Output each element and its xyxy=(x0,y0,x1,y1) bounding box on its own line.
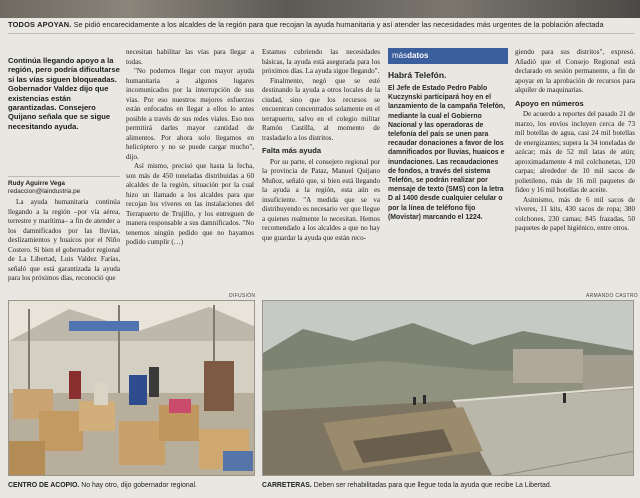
box-body: El Jefe de Estado Pedro Pablo Kuczynski participará hoy en el lanzamiento de la campaña Telefón, mediante la cual el Gobierno Nacional y las operadoras de telefonía del país se unen para recaudar donaciones a favor de los damnificados por lluvias, huaicos e inundaciones. Las recaudaciones de fondos, a través del sistema Telefón, se podrán realizar por mensaje de texto (SMS) con la letra D al 1400 desde cualquier celular o por la línea de teléfono fijo (Movistar) marcando el 1224. xyxy=(388,85,506,221)
top-caption-label: TODOS APOYAN. xyxy=(8,20,72,29)
col5-paragraph: giendo para sus distritos", expresó. Añadió que el Consejo Regional está declarado en sesión permanente, a fin de apoyar en la aprobación de recursos para alquiler de maquinarias. xyxy=(515,48,635,94)
col3-paragraph: Por su parte, el consejero regional por la provincia de Pataz, Manuel Quijano Muñoz, señaló que, si bien está llegando la ayuda a la región, esta aún es insuficiente. "A medida que se va distribuyendo es necesario ver que llegue a quienes realmente lo necesitan. Hemos recomendado a los alcaldes a que no hay que guardar la ayuda que están reco- xyxy=(262,157,380,242)
article-column-1 xyxy=(8,198,120,294)
col5-paragraph: De acuerdo a reportes del pasado 21 de marzo, los envíos incluyen cerca de 73 mil botellas de agua, casi 24 mil botellas de energizantes; supera la 34 toneladas de azúcar; más de 52 mil latas de atún; aproximadamente 4 mil colchonetas, 120 carpas; alrededor de 10 mil sacos de polietileno, más de 16 mil paquetes de fideo y 16 mil botellas de aceite. xyxy=(515,110,635,194)
article-column-3 xyxy=(262,48,380,293)
photo-warehouse xyxy=(8,300,255,476)
photo-damaged-road xyxy=(262,300,634,476)
warehouse-illustration xyxy=(9,301,255,476)
caption-road-label: CARRETERAS. xyxy=(262,482,312,489)
brand-strong: datos xyxy=(407,51,429,60)
caption-road xyxy=(262,481,634,490)
col2-paragraph: "No podemos llegar con mayor ayuda humanitaria a algunos lugares incomunicados por la interrupción de sus vías. Por eso nuestros mejores esfuerzos están enfocados en llegar a ellos lo antes posible a través de sus redes viales. Eso nos permitirá darles mayor cantidad de alimentos. Por ahora solo llegamos en helicóptero y no se puede cargar mucho", dijo. xyxy=(126,67,254,161)
caption-warehouse-label: CENTRO DE ACOPIO. xyxy=(8,482,80,489)
brand-prefix: más xyxy=(392,51,408,60)
caption-warehouse-text: No hay otro, dijo gobernador regional. xyxy=(81,482,197,489)
lead-rule xyxy=(8,176,120,177)
col2-paragraph: Así mismo, precisó que hasta la fecha, son más de 450 toneladas distribuidas a 60 alcaldes de la región, situación por la cual hizo un llamado a los alcaldes para que recojan los víveres en las instalaciones del Terrapuerto de Trujillo, y los entreguen de manera responsable a sus damnificados. "No tenemos ningún pedido que no hayamos podido cumplir (…) xyxy=(126,162,254,246)
mas-datos-label xyxy=(388,48,508,64)
article-column-2 xyxy=(126,48,254,293)
top-rule xyxy=(8,33,634,34)
top-caption xyxy=(8,20,634,30)
photo-credit-left: DIFUSIÓN xyxy=(229,293,256,299)
col2-paragraph: necesitan habilitar las vías para llegar a todas. xyxy=(126,48,254,66)
article-column-5 xyxy=(515,48,635,293)
mas-datos-box xyxy=(388,48,508,266)
box-headline: Habrá Telefón. xyxy=(388,70,447,80)
col3-subhead: Falta más ayuda xyxy=(262,146,322,155)
col5-paragraph: Asimismo, más de 6 mil sacos de víveres, 11 kits, 430 sacos de ropa; 380 colchones, 230 camas; 845 frazadas, 50 paquetes de papel higiénico, entre otros. xyxy=(515,195,635,232)
byline-email: redaccion@laindustria.pe xyxy=(8,188,81,195)
byline xyxy=(8,180,120,196)
col3-paragraph: Finalmente, negó que se esté destinando la ayuda a otros locales de la ciudad, sino que los recursos se encuentran concentrados solamente en el terrapuerto, salvo en el colegio militar Ramón Castilla, al momento de trasladarlo a los distritos. xyxy=(262,76,380,142)
byline-name: Rudy Aguirre Vega xyxy=(8,180,65,187)
col3-paragraph: Estamos cubriendo las necesidades básicas, la ayuda está asegurada para los próximos días. La ayuda sigue llegando". xyxy=(262,48,380,75)
col5-subhead: Apoyo en números xyxy=(515,98,584,108)
road-illustration xyxy=(263,301,634,476)
col1-paragraph: La ayuda humanitaria continúa llegando a la región –por vía aérea, terrestre y marítima– a fin de atender a los damnificados por las lluvias, deslizamientos y huaicos por el Niño Costero. Si bien el gobernador regional de La Libertad, Luis Valdez Farías, señaló que está garantizada la ayuda para los próximos días, reconoció que xyxy=(8,198,120,282)
top-caption-text: Se pidió encarecidamente a los alcaldes de la región para que recojan la ayuda humanitaria y así atender las necesidades más urgentes de la población afectada xyxy=(73,20,604,29)
top-photo-strip xyxy=(0,0,640,18)
lead-summary: Continúa llegando apoyo a la región, pero podría dificultarse si las vías siguen bloqueadas. Gobernador Valdez dijo que existencias están garantizadas. Consejero Quijano señala que se sigue necesitando ayuda. xyxy=(8,56,120,131)
caption-warehouse xyxy=(8,481,255,490)
caption-road-text: Deben ser rehabilitadas para que llegue toda la ayuda que recibe La Libertad. xyxy=(313,482,552,489)
photo-credit-right: ARMANDO CASTRO xyxy=(586,293,638,299)
